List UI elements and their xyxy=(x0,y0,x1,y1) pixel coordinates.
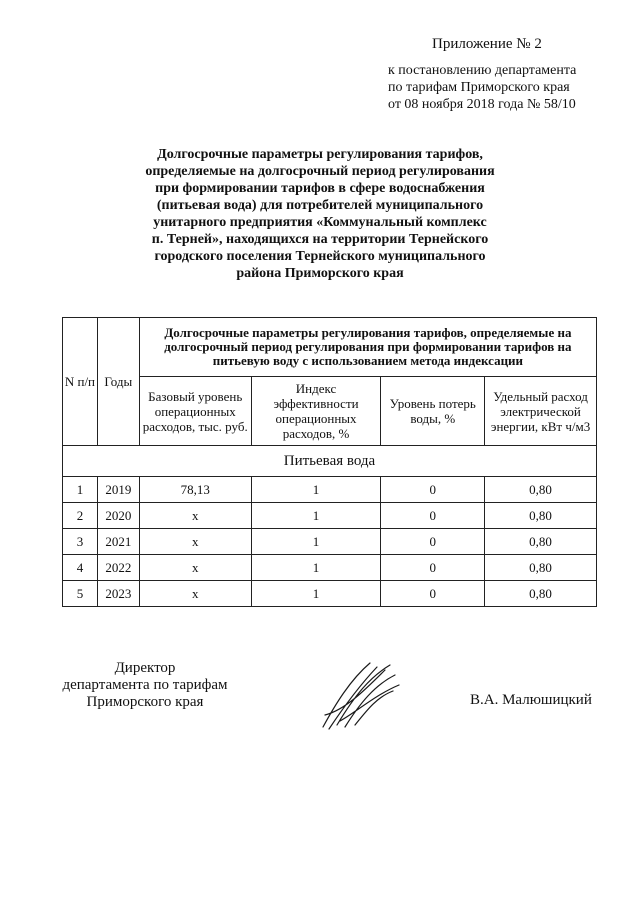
cell-index: 1 xyxy=(251,503,381,529)
cell-loss: 0 xyxy=(381,503,485,529)
cell-base: х xyxy=(139,529,251,555)
handwritten-signature xyxy=(315,655,405,735)
signatory-position xyxy=(60,660,230,711)
title-line: городского поселения Тернейского муниципального xyxy=(154,249,486,264)
cell-year: 2020 xyxy=(97,503,139,529)
table-row xyxy=(63,503,597,529)
cell-number: 2 xyxy=(63,503,98,529)
header-group: Долгосрочные параметры регулирования тарифов, определяемые на долгосрочный период регулирования при формировании тарифов на питьевую воду с использованием метода индексации xyxy=(139,318,596,377)
cell-number: 1 xyxy=(63,477,98,503)
title-line: при формировании тарифов в сфере водоснабжения xyxy=(155,181,485,196)
cell-base: 78,13 xyxy=(139,477,251,503)
cell-number: 4 xyxy=(63,555,98,581)
title-line: определяемые на долгосрочный период регулирования xyxy=(145,164,495,179)
cell-base: х xyxy=(139,581,251,607)
cell-year: 2019 xyxy=(97,477,139,503)
cell-loss: 0 xyxy=(381,477,485,503)
annex-line: от 08 ноября 2018 года № 58/10 xyxy=(388,97,576,112)
document-title xyxy=(120,146,520,282)
cell-index: 1 xyxy=(251,477,381,503)
position-line: Директор xyxy=(114,660,176,676)
signatory-name: В.А. Малюшицкий xyxy=(470,692,592,708)
header-number: N п/п xyxy=(63,318,98,446)
header-year: Годы xyxy=(97,318,139,446)
cell-base: х xyxy=(139,555,251,581)
title-line: п. Терней», находящихся на территории Тернейского xyxy=(151,232,489,247)
cell-loss: 0 xyxy=(381,581,485,607)
cell-index: 1 xyxy=(251,529,381,555)
table-row xyxy=(63,555,597,581)
cell-energy: 0,80 xyxy=(485,503,597,529)
title-line: района Приморского края xyxy=(236,266,404,281)
parameters-table xyxy=(62,317,597,607)
cell-number: 5 xyxy=(63,581,98,607)
cell-year: 2021 xyxy=(97,529,139,555)
cell-energy: 0,80 xyxy=(485,529,597,555)
cell-energy: 0,80 xyxy=(485,477,597,503)
cell-loss: 0 xyxy=(381,529,485,555)
table-row xyxy=(63,581,597,607)
cell-base: х xyxy=(139,503,251,529)
cell-index: 1 xyxy=(251,581,381,607)
annex-line: по тарифам Приморского края xyxy=(388,80,570,95)
title-line: Долгосрочные параметры регулирования тарифов, xyxy=(157,147,483,162)
header-energy-consumption: Удельный расход электрической энергии, кВт ч/м3 xyxy=(485,377,597,446)
annex-reference xyxy=(388,62,598,113)
annex-line: к постановлению департамента xyxy=(388,63,577,78)
cell-index: 1 xyxy=(251,555,381,581)
cell-year: 2023 xyxy=(97,581,139,607)
cell-year: 2022 xyxy=(97,555,139,581)
cell-energy: 0,80 xyxy=(485,581,597,607)
title-line: (питьевая вода) для потребителей муниципального xyxy=(156,198,484,213)
position-line: департамента по тарифам xyxy=(62,677,228,693)
section-title: Питьевая вода xyxy=(63,446,597,477)
table-row xyxy=(63,477,597,503)
cell-energy: 0,80 xyxy=(485,555,597,581)
header-water-loss: Уровень потерь воды, % xyxy=(381,377,485,446)
cell-loss: 0 xyxy=(381,555,485,581)
header-base-costs: Базовый уровень операционных расходов, тыс. руб. xyxy=(139,377,251,446)
position-line: Приморского края xyxy=(86,694,204,710)
title-line: унитарного предприятия «Коммунальный комплекс xyxy=(153,215,487,230)
header-efficiency-index: Индекс эффективности операционных расходов, % xyxy=(251,377,381,446)
annex-title: Приложение № 2 xyxy=(432,36,542,52)
table-row xyxy=(63,529,597,555)
cell-number: 3 xyxy=(63,529,98,555)
